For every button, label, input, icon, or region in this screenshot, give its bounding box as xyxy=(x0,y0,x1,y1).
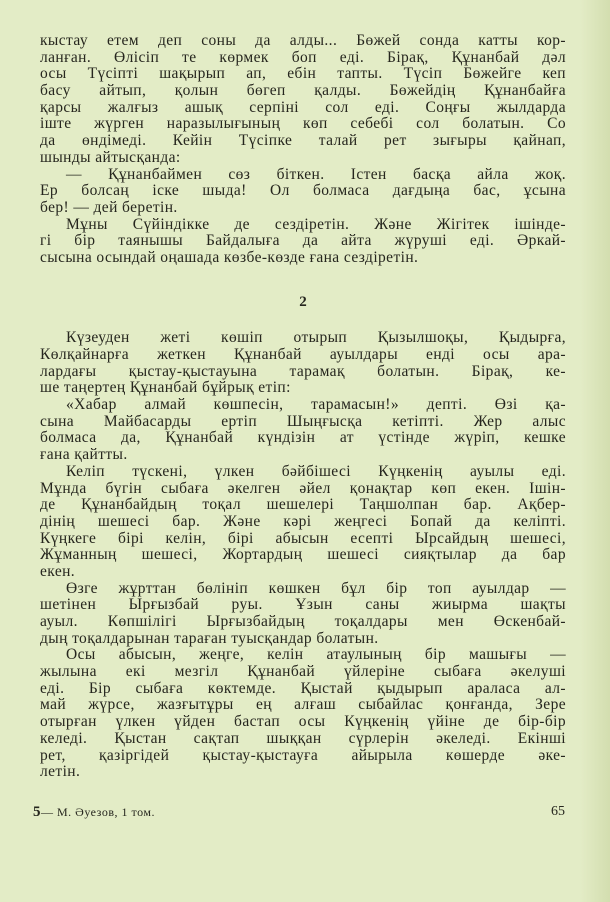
text-line: бер! — дей беретін. xyxy=(40,198,178,216)
signature-number: 5 xyxy=(33,804,41,820)
text-line: ғана қайтты. xyxy=(40,446,128,464)
text-line: осы Түсіпті шақырып ап, ебін тапты. Түсіп Бөжейге кеп xyxy=(40,66,566,83)
text-line: Күңкеге бірі келін, бірі абысын есепті Ырсайдың шешесі, xyxy=(40,530,566,547)
text-line: сысына осындай оңашада көзбе-көзде ғана сездіретін. xyxy=(40,248,419,266)
text-line: шетінен Ырғызбай руы. Ұзын саны жиырма шақты xyxy=(40,597,566,614)
paragraph xyxy=(40,33,566,167)
page-body xyxy=(40,33,566,781)
text-line: ланған. Өлісіп те көрмек боп еді. Бірақ, Құнанбай дәл xyxy=(40,49,566,66)
paragraph xyxy=(40,330,566,397)
text-line: Көлқайнарға жеткен Құнанбай ауылдары енді осы ара- xyxy=(40,347,566,363)
text-line: Осы абысын, жеңге, келін атаулының бір машығы — xyxy=(66,647,566,664)
text-line: Ер болсаң іске шыда! Ол болмаса дағдыңа бас, ұсына xyxy=(40,183,566,200)
signature-text: — М. Әуезов, 1 том. xyxy=(41,805,155,819)
text-line: гі бір таянышы Байдалыға да айта жүруші еді. Әркай- xyxy=(40,233,566,250)
text-line: да өндімеді. Кейін Түсіпке талай рет зығыры қайнап, xyxy=(40,133,566,150)
text-line: Жұманның шешесі, Жортардың шешесі сияқтылар да бар xyxy=(40,547,566,564)
text-block-1 xyxy=(40,33,566,267)
text-line: басу айтып, қолын бөгеп қалды. Бөжейдің Құнанбайға xyxy=(40,83,566,100)
text-line: — Құнанбаймен сөз біткен. Істен басқа айла жоқ. xyxy=(66,166,566,183)
text-line: іште жүрген наразылығының көп себебі сол болатын. Со xyxy=(40,116,566,133)
text-line: ше таңертең Құнанбай бұйрық етіп: xyxy=(40,379,291,397)
text-line: шынды айтысқанда: xyxy=(40,148,181,166)
text-line: дың тоқалдарынан тараған туысқандар болатын. xyxy=(40,629,379,647)
text-line: лардағы қыстау-қыстауына тарамақ болатын. Бірақ, ке- xyxy=(40,363,566,380)
text-line: келеді. Қыстан сақтап шыққан сүрлерін әкеледі. Екінші xyxy=(40,730,566,747)
text-block-2 xyxy=(40,330,566,781)
text-line: летін. xyxy=(40,763,81,781)
text-line: ауыл. Көпшілігі Ырғызбайдың тоқалдары мен Өскенбай- xyxy=(40,614,566,630)
text-line: «Хабар алмай көшпесін, тарамасын!» депті. Өзі қа- xyxy=(66,397,566,414)
paragraph xyxy=(40,167,566,217)
text-line: жылына екі мезгіл Құнанбай үйлеріне сыбаға әкелуші xyxy=(40,664,566,681)
paragraph xyxy=(40,647,566,781)
text-line: болмаса да, Құнанбай күндізін ат үстінде жүріп, кешке xyxy=(40,430,566,447)
text-line: отырған үлкен үйден бастап осы Күңкенің үйіне де бір-бір xyxy=(40,714,566,731)
text-line: дінің шешесі бар. Және кәрі жеңгесі Бопай да келіпті. xyxy=(40,513,566,530)
text-line: рет, қазіргідей қыстау-қыстауға айырыла көшерде әке- xyxy=(40,747,566,764)
section-number: 2 xyxy=(299,293,307,310)
text-line: қарсы жалғыз ашық серпіні сол еді. Соңғы жылдарда xyxy=(40,99,566,116)
text-line: май жүрсе, жазғытұры ең алғаш сыбайлас қонғанда, Зере xyxy=(40,697,566,714)
text-line: Өзге жұрттан бөлініп көшкен бұл бір топ ауылдар — xyxy=(66,580,566,597)
text-line: Күзеуден жеті көшіп отырып Қызылшоқы, Қыдырға, xyxy=(66,330,566,347)
text-line: еді. Бір сыбаға көктемде. Қыстай қыдырып араласа ал- xyxy=(40,680,566,697)
signature-mark xyxy=(33,804,155,821)
page-number: 65 xyxy=(551,804,565,819)
paragraph xyxy=(40,464,566,581)
text-line: екен. xyxy=(40,562,76,580)
paragraph xyxy=(40,581,566,648)
page-edge-shadow xyxy=(580,0,610,902)
text-line: кыстау етем деп соны да алды... Бөжей сонда катты кор- xyxy=(40,33,566,49)
text-line: Мұны Сүйіндікке де сездіретін. Және Жігітек ішінде- xyxy=(66,216,566,233)
paragraph xyxy=(40,397,566,464)
text-line: де Құнанбайдың тоқал шешелері Таңшолпан бар. Ақбер- xyxy=(40,497,566,514)
text-line: сына Майбасарды ертіп Шыңғысқа кетіпті. Жер алыс xyxy=(40,413,566,430)
text-line: Келіп түскені, үлкен бәйбішесі Күңкенің ауылы еді. xyxy=(66,463,566,480)
text-line: Мұнда бүгін сыбаға әкелген әйел қонақтар көп екен. Ішін- xyxy=(40,480,566,497)
paragraph xyxy=(40,217,566,267)
